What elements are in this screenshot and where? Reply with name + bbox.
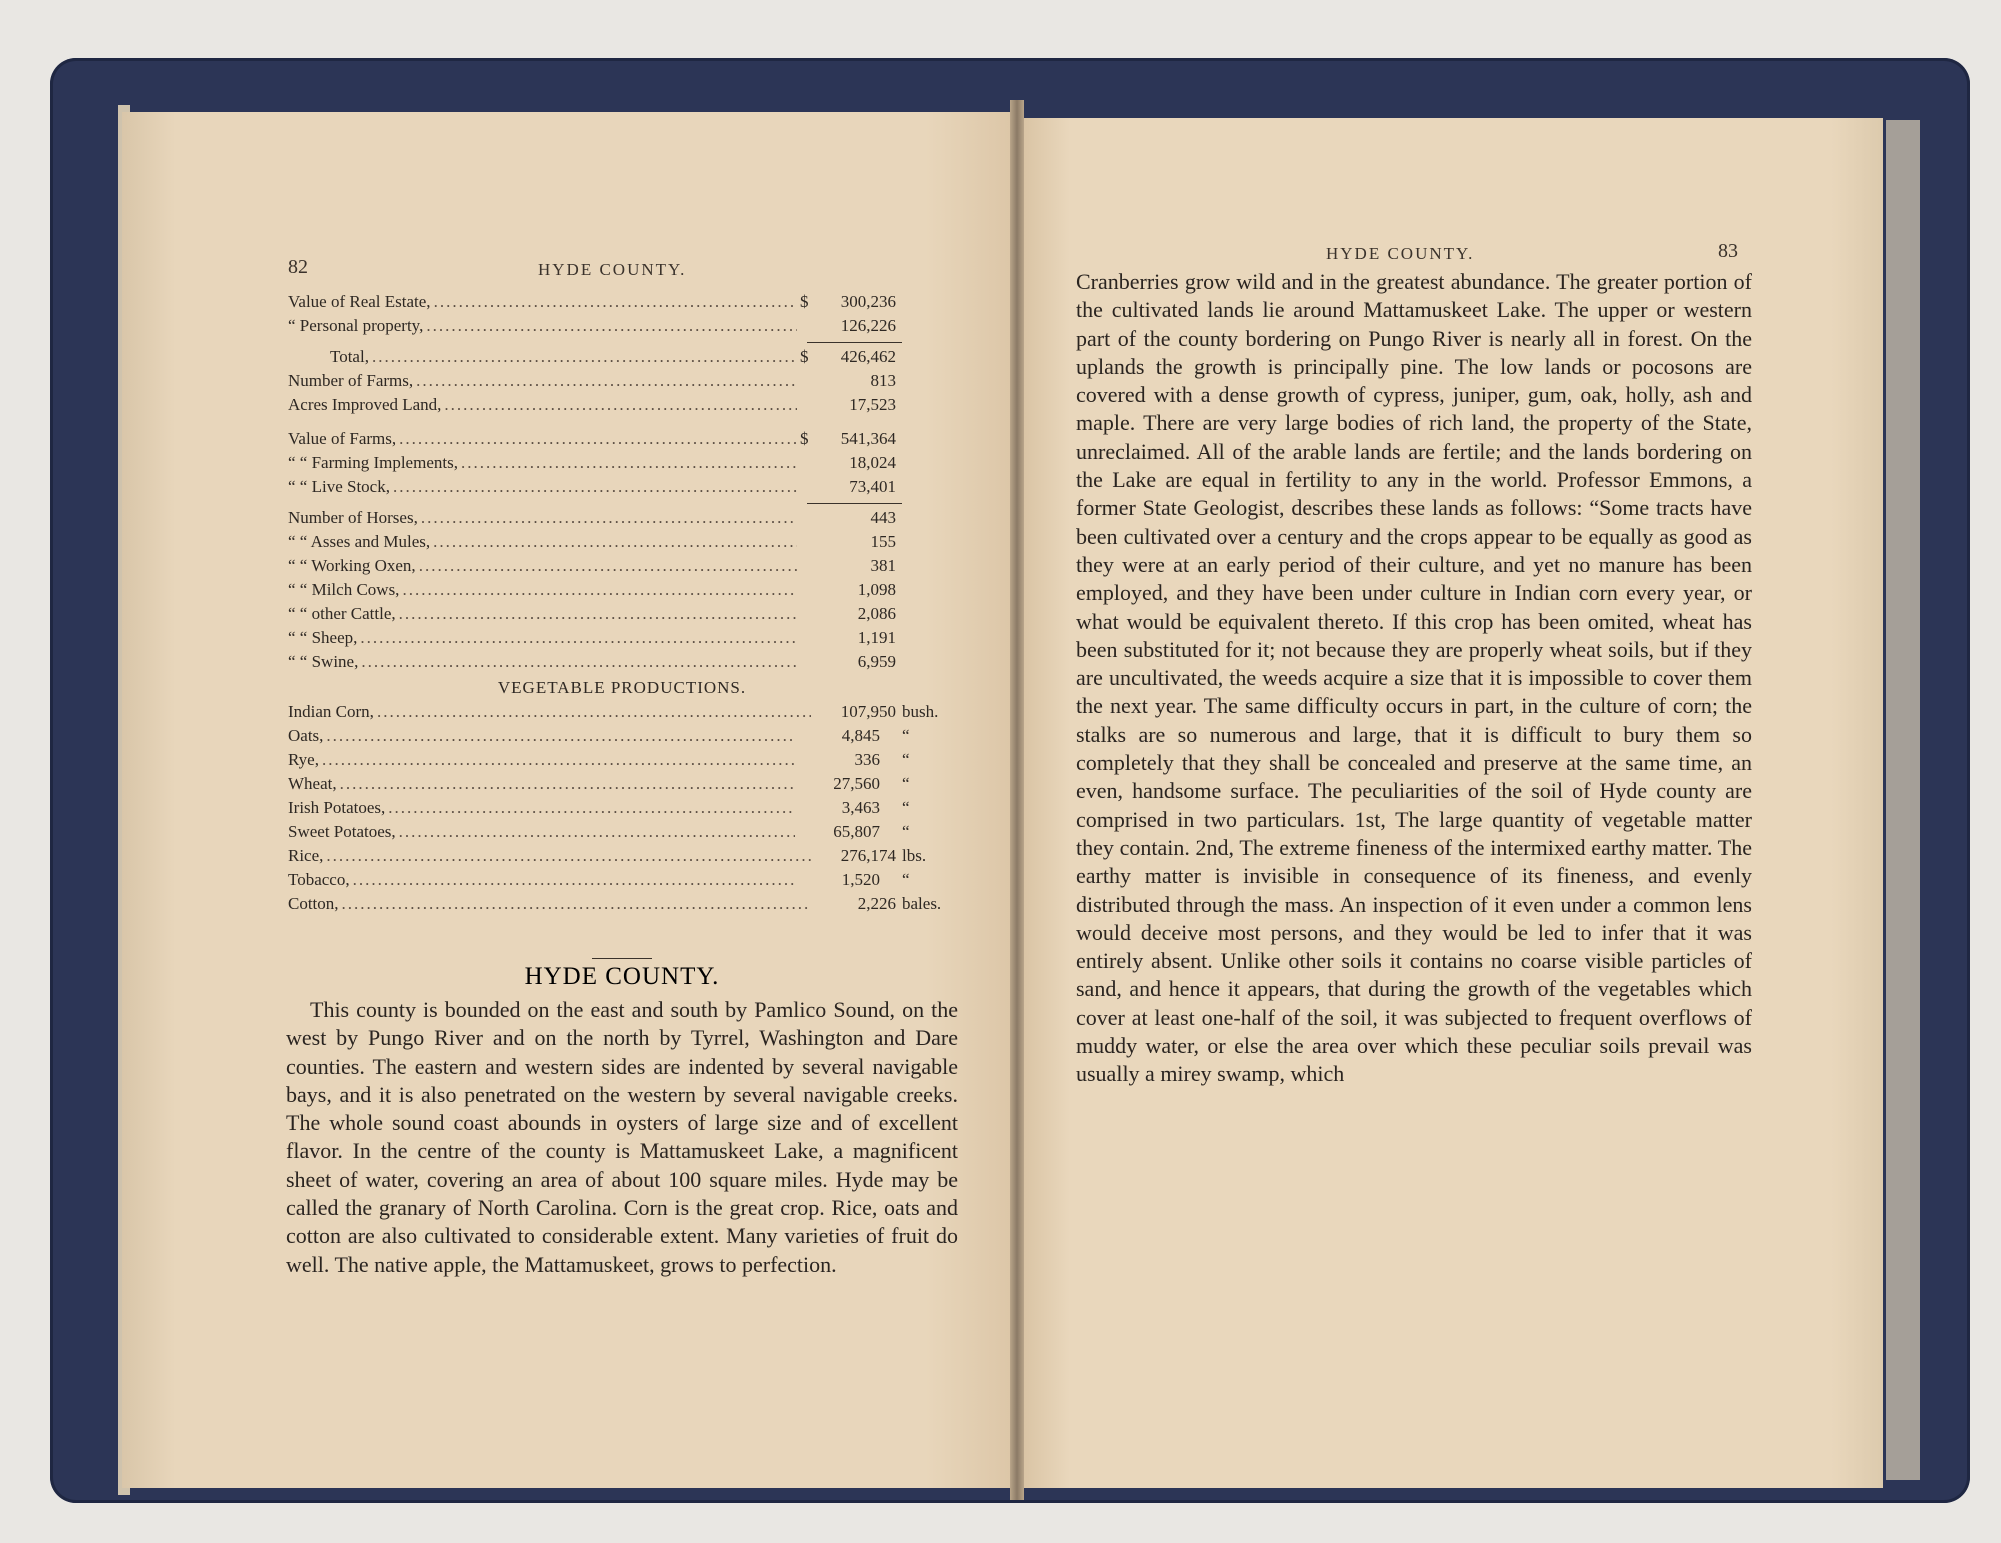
stats-value: 155 (870, 532, 896, 551)
veg-value: 107,950 (840, 702, 896, 721)
statistics-table (288, 292, 956, 918)
veg-value: 4,845 (841, 726, 880, 745)
section-title: HYDE COUNTY. (524, 963, 720, 990)
leader-dots (340, 774, 795, 794)
veg-row (288, 846, 956, 870)
veg-unit: “ (902, 822, 910, 841)
leader-dots (416, 371, 797, 391)
right-paragraph: Cranberries grow wild and in the greatest abundance. The greater portion of the cultivated lands lie around Mattamuskeet Lake. The upper or western part of the county bordering on Pungo River is nearly all in forest. On the uplands the growth is principally pine. The low lands or pocosons are covered with a dense growth of cypress, juniper, gum, oak, holly, ash and maple. There are very large bodies of rich land, the property of the State, unreclaimed. All of the arable lands are fertile; and the lands bordering on the Lake are equal in fertility to any in the world. Professor Emmons, a former State Geologist, describes these lands as follows: “Some tracts have been cultivated over a century and the crops appear to be equally as good as they were at an early period of their culture, and yet no manure has been employed, and they have been under culture in Indian corn every year, or what would be equivalent thereto. If this crop has been omited, wheat has been substituted for it; not because they are properly wheat soils, but if they are uncultivated, the weeds acquire a size that it is impossible to cover them the next year. The same difficulty occurs in part, in the culture of corn; the stalks are so numerous and large, that it is difficult to bury them so completely that they shall be concealed and preserve at the same time, an even, handsome surface. The peculiarities of the soil of Hyde county are comprised in two particulars. 1st, The large quantity of vegetable matter they contain. 2nd, The extreme fineness of the intermixed earthy matter. The earthy matter is invisible in consequence of its fineness, and evenly distributed through the mass. An inspection of it even under a common lens would deceive most persons, and they would be led to infer that it was entirely absent. Unlike other soils it contains no coarse visible particles of sand, and hence it appears, that during the growth of the vegetables which cover at least one-half of the soil, it was subjected to frequent overflows of muddy water, or else the area over which these peculiar soils prevail was usually a mirey swamp, which (1076, 269, 1752, 1087)
stats-label: “ “ Working Oxen, (288, 556, 416, 575)
stats-row (288, 628, 956, 652)
veg-label: Indian Corn, (288, 702, 374, 721)
leader-dots (377, 702, 811, 722)
veg-unit: “ (902, 774, 910, 793)
stats-row (288, 532, 956, 556)
stats-label: “ Personal property, (288, 316, 424, 335)
stats-label: “ “ Farming Implements, (288, 453, 458, 472)
veg-value: 65,807 (833, 822, 880, 841)
stats-value: 381 (870, 556, 896, 575)
veg-row (288, 894, 956, 918)
veg-row (288, 726, 956, 750)
leader-dots (342, 894, 811, 914)
stats-row (288, 580, 956, 604)
vegetable-productions-heading: VEGETABLE PRODUCTIONS. (497, 678, 747, 697)
right-body-text (1076, 268, 1752, 1089)
currency-symbol: $ (800, 347, 809, 366)
veg-label: Oats, (288, 726, 324, 745)
leader-dots (388, 798, 795, 818)
veg-rows (288, 702, 956, 918)
leader-dots (360, 628, 797, 648)
veg-unit: “ (902, 750, 910, 769)
stats-row (288, 395, 956, 419)
veg-unit: lbs. (902, 846, 927, 865)
stats-row (288, 477, 956, 501)
stats-value: 6,959 (857, 652, 896, 671)
stats-row (288, 453, 956, 477)
running-head-left: HYDE COUNTY. (538, 260, 687, 279)
stats-label: “ “ Swine, (288, 652, 359, 671)
leader-dots (433, 532, 797, 552)
stats-label: Number of Horses, (288, 508, 418, 527)
stats-label: Acres Improved Land, (288, 395, 442, 414)
veg-label: Wheat, (288, 774, 337, 793)
stats-label: “ “ Live Stock, (288, 477, 390, 496)
leader-dots (399, 604, 797, 624)
veg-value: 336 (854, 750, 880, 769)
veg-value: 27,560 (833, 774, 880, 793)
veg-row (288, 750, 956, 774)
leader-dots (421, 508, 797, 528)
veg-unit: bush. (902, 702, 939, 721)
veg-unit: “ (902, 726, 910, 745)
stats-value: 73,401 (849, 477, 896, 496)
veg-row (288, 702, 956, 726)
stats-label: “ “ Milch Cows, (288, 580, 400, 599)
leader-dots (393, 477, 797, 497)
stats-row (288, 347, 956, 371)
stats-label: “ “ Asses and Mules, (288, 532, 431, 551)
leader-dots (326, 726, 795, 746)
veg-label: Rye, (288, 750, 319, 769)
sum-rule (807, 503, 902, 504)
section-rule (592, 958, 652, 959)
leader-dots (372, 347, 797, 367)
stats-value: 541,364 (840, 429, 896, 448)
veg-unit: “ (902, 798, 910, 817)
veg-value: 2,226 (857, 894, 896, 913)
stats-value: 1,098 (857, 580, 896, 599)
veg-label: Cotton, (288, 894, 339, 913)
veg-label: Sweet Potatoes, (288, 822, 396, 841)
leader-dots (426, 316, 797, 336)
stats-value: 18,024 (849, 453, 896, 472)
stats-rows (288, 292, 956, 676)
stats-label: “ “ other Cattle, (288, 604, 396, 623)
page-number-right: 83 (1718, 240, 1738, 262)
stats-row (288, 371, 956, 395)
veg-unit: bales. (902, 894, 942, 913)
veg-label: Irish Potatoes, (288, 798, 386, 817)
leader-dots (361, 652, 797, 672)
veg-row (288, 870, 956, 894)
veg-value: 1,520 (841, 870, 880, 889)
stats-row (288, 604, 956, 628)
leader-dots (322, 750, 795, 770)
stats-row (288, 508, 956, 532)
stats-row (288, 556, 956, 580)
stats-row (288, 652, 956, 676)
stats-label: Value of Real Estate, (288, 292, 431, 311)
stats-label: “ “ Sheep, (288, 628, 358, 647)
leader-dots (353, 870, 795, 890)
veg-unit: “ (902, 870, 910, 889)
stats-row (288, 429, 956, 453)
veg-row (288, 798, 956, 822)
veg-value: 3,463 (841, 798, 880, 817)
veg-label: Rice, (288, 846, 324, 865)
veg-row (288, 822, 956, 846)
book-gutter (1010, 100, 1024, 1500)
page-edges-right (1886, 120, 1920, 1480)
leader-dots (326, 846, 811, 866)
leader-dots (444, 395, 797, 415)
left-body-text (286, 996, 958, 1279)
veg-value: 276,174 (840, 846, 896, 865)
stats-row (288, 292, 956, 316)
stats-value: 17,523 (849, 395, 896, 414)
leader-dots (399, 822, 795, 842)
stats-value: 2,086 (857, 604, 896, 623)
stats-value: 443 (870, 508, 896, 527)
stats-value: 300,236 (840, 292, 896, 311)
stats-value: 126,226 (840, 316, 896, 335)
stats-label: Number of Farms, (288, 371, 414, 390)
veg-label: Tobacco, (288, 870, 350, 889)
leader-dots (402, 580, 797, 600)
leader-dots (461, 453, 797, 473)
sum-rule (807, 342, 902, 343)
leader-dots (399, 429, 797, 449)
page-number-left: 82 (288, 256, 308, 278)
leader-dots (419, 556, 797, 576)
leader-dots (434, 292, 797, 312)
currency-symbol: $ (800, 292, 809, 311)
row-gap (288, 419, 956, 429)
stats-label: Total, (330, 347, 369, 366)
stats-row (288, 316, 956, 340)
stats-value: 1,191 (857, 628, 896, 647)
stats-label: Value of Farms, (288, 429, 397, 448)
veg-row (288, 774, 956, 798)
left-paragraph: This county is bounded on the east and south by Pamlico Sound, on the west by Pungo River and on the north by Tyrrel, Washington and Dare counties. The eastern and western sides are indented by several navigable bays, and it is also penetrated on the western by several navigable creeks. The whole sound coast abounds in oysters of large size and of excellent flavor. In the centre of the county is Mattamuskeet Lake, a magnificent sheet of water, covering an area of about 100 square miles. Hyde may be called the granary of North Carolina. Corn is the great crop. Rice, oats and cotton are also cultivated to considerable extent. Many varieties of fruit do well. The native apple, the Mattamuskeet, grows to perfection. (286, 997, 958, 1277)
currency-symbol: $ (800, 429, 809, 448)
running-head-right: HYDE COUNTY. (1326, 244, 1475, 263)
stats-value: 813 (870, 371, 896, 390)
stats-value: 426,462 (840, 347, 896, 366)
